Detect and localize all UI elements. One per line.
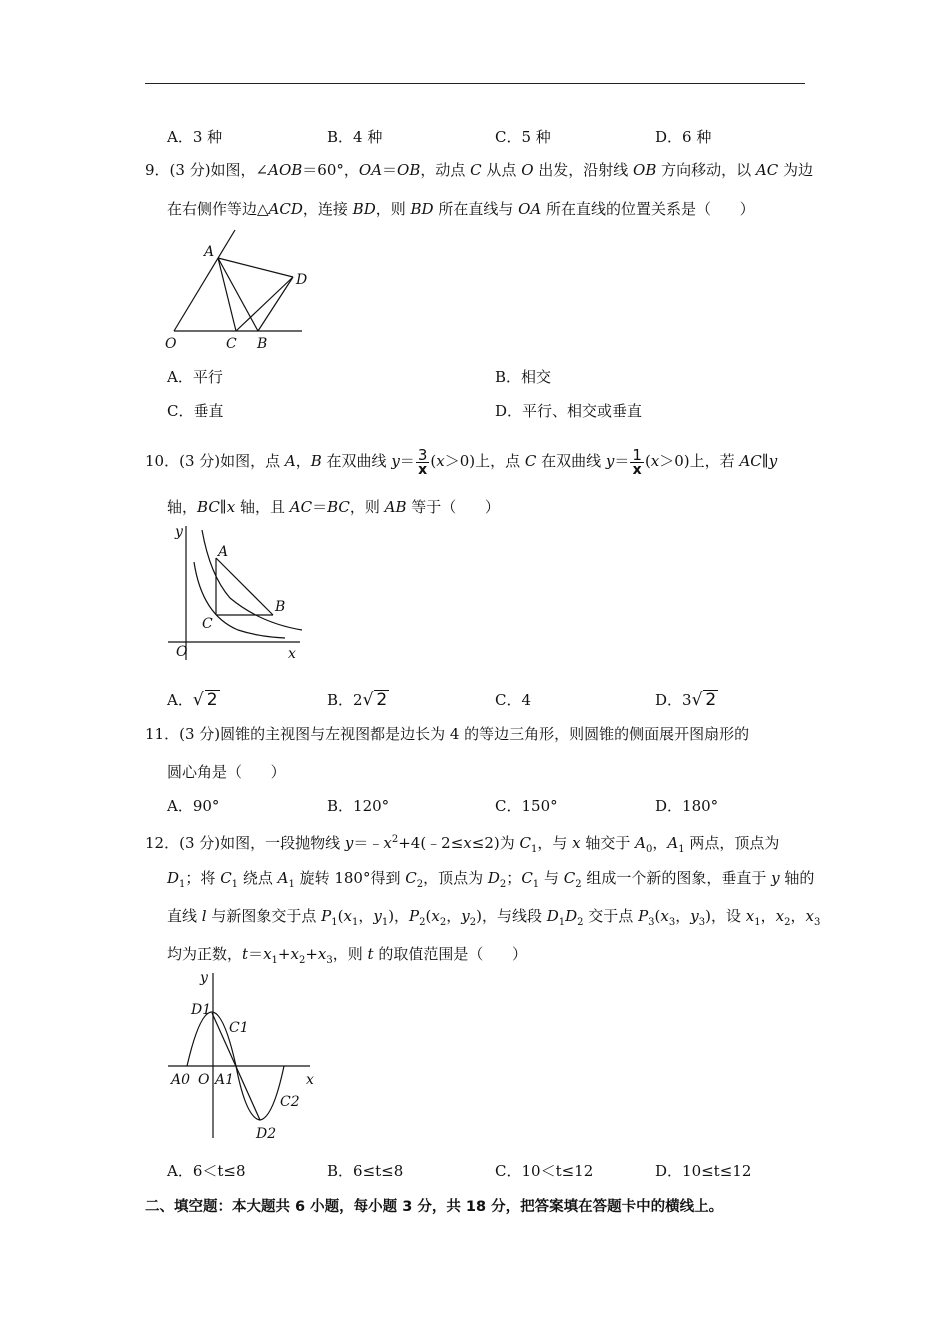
q12-label-o: O [198, 1072, 210, 1088]
q10-stem-line1: 10．(3 分)如图，点 A，B 在双曲线 y＝ $\frac{3}{x}$ (x＞0)上，点 C 在双曲线 y＝ $\frac{1}{x}$ (x＞0)上，若 AC∥y [145, 445, 778, 478]
q10-fraction-1: $\frac{3}{x}$ [417, 445, 428, 478]
q10-label-c: C [202, 616, 213, 632]
q10-fraction-2: $\frac{1}{x}$ [632, 445, 642, 478]
q11-option-c[interactable]: C．150° [495, 797, 558, 815]
q10-label-o: O [176, 644, 188, 660]
q12-option-b[interactable]: B．6≤t≤8 [327, 1162, 404, 1180]
q12-label-y: y [200, 970, 208, 986]
q9-option-d[interactable]: D．平行、相交或垂直 [495, 402, 643, 420]
q10-label-a: A [218, 544, 229, 560]
q11-stem-line2: 圆心角是（ ） [167, 763, 286, 781]
q11-option-a[interactable]: A．90° [167, 797, 220, 815]
q8-option-d[interactable]: D．6 种 [655, 128, 712, 146]
q9-option-a[interactable]: A．平行 [167, 368, 223, 386]
q12-stem-line4: 均为正数，$t=x_1+x_2+x_3$，则 t 的取值范围是（ ） [167, 945, 527, 966]
q12-figure [160, 968, 325, 1148]
q9-option-b[interactable]: B．相交 [495, 368, 552, 386]
q12-label-a1: A1 [215, 1072, 235, 1088]
q10-label-y: y [175, 524, 183, 540]
q12-stem-line2: $D_1$；将 $C_1$ 绕点 $A_1$ 旋转 180°得到 $C_2$，顶点为 $D_2$；$C_1$ 与 $C_2$ 组成一个新的图象，垂直于 y 轴的 [167, 869, 815, 890]
q8-option-c[interactable]: C．5 种 [495, 128, 551, 146]
q12-option-d[interactable]: D．10≤t≤12 [655, 1162, 752, 1180]
section-2-heading: 二、填空题：本大题共 6 小题，每小题 3 分，共 18 分，把答案填在答题卡中的横线上。 [145, 1199, 724, 1215]
q12-label-x: x [306, 1072, 314, 1088]
q9-label-b: B [257, 336, 268, 352]
q9-label-o: O [165, 336, 177, 352]
q9-figure [160, 225, 320, 355]
q10-label-x: x [288, 646, 296, 662]
q10-option-a[interactable]: A．√ 2 [167, 690, 218, 710]
q12-label-d1: D1 [191, 1002, 212, 1018]
q11-option-d[interactable]: D．180° [655, 797, 719, 815]
q8-option-b[interactable]: B．4 种 [327, 128, 383, 146]
q12-option-c[interactable]: C．10＜t≤12 [495, 1162, 594, 1180]
q11-stem-line1: 11．(3 分)圆锥的主视图与左视图都是边长为 4 的等边三角形，则圆锥的侧面展开图扇形的 [145, 725, 750, 743]
q9-label-d: D [296, 272, 308, 288]
q12-label-a0: A0 [171, 1072, 191, 1088]
q10-figure [160, 520, 310, 665]
q10-option-d[interactable]: D．3√ 2 [655, 690, 717, 710]
q12-label-c1: C1 [229, 1020, 249, 1036]
q12-label-d2: D2 [256, 1126, 277, 1142]
q12-option-a[interactable]: A．6＜t≤8 [167, 1162, 246, 1180]
q10-label-b: B [275, 599, 286, 615]
q12-label-c2: C2 [280, 1094, 300, 1110]
q9-option-c[interactable]: C．垂直 [167, 402, 224, 420]
q12-stem-line3: 直线 l 与新图象交于点 $P_1(x_1$，$y_1$)，$P_2(x_2$，$y_2$)，与线段 $D_1D_2$ 交于点 $P_3(x_3$，$y_3$)，设 $x_1$，$x_2$，$x_3$ [167, 907, 821, 928]
q8-option-a[interactable]: A．3 种 [167, 128, 223, 146]
q10-option-c[interactable]: C．4 [495, 691, 532, 709]
q9-stem-line1: 9．(3 分)如图，∠AOB＝60°，OA＝OB，动点 C 从点 O 出发，沿射线 OB 方向移动，以 AC 为边 [145, 161, 814, 179]
q12-stem-line1: 12．(3 分)如图，一段抛物线 $y=﹣x^2+4(﹣2\le x\le 2)$为 $C_1$，与 x 轴交于 $A_0$，$A_1$ 两点，顶点为 [145, 834, 780, 855]
q11-option-b[interactable]: B．120° [327, 797, 390, 815]
header-rule [145, 83, 805, 84]
q9-label-c: C [226, 336, 237, 352]
q9-stem-line2: 在右侧作等边△ACD，连接 BD，则 BD 所在直线与 OA 所在直线的位置关系是（ ） [167, 200, 755, 218]
q10-option-b[interactable]: B．2√ 2 [327, 690, 388, 710]
q10-stem-line2: 轴，BC∥x 轴，且 AC＝BC，则 AB 等于（ ） [167, 498, 500, 516]
q9-label-a: A [204, 244, 215, 260]
